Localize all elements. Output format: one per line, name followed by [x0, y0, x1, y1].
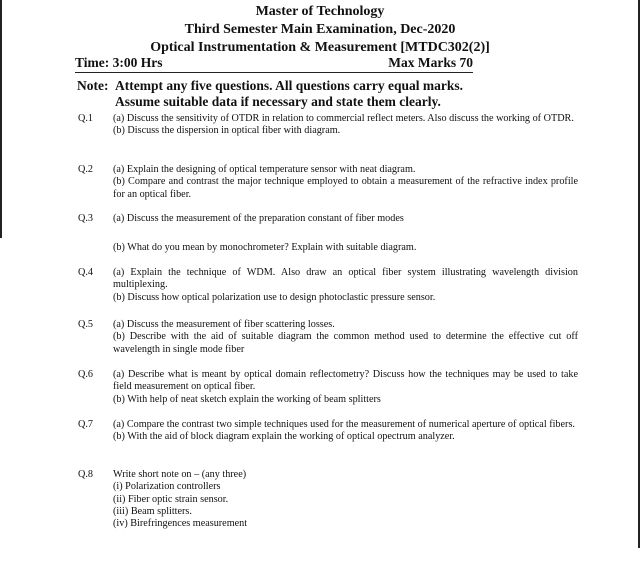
question-part: (a) Describe what is meant by optical domain reflectometry? Discuss how the techniques may be used to take field measurement on optical fiber.	[113, 369, 578, 393]
question-number: Q.7	[78, 419, 93, 430]
question-number: Q.6	[78, 369, 93, 380]
question-number: Q.2	[78, 164, 93, 175]
question-part: (b) Discuss the dispersion in optical fiber with diagram.	[113, 125, 341, 137]
note-label: Note:	[77, 78, 109, 93]
question-part: (a) Explain the technique of WDM. Also draw an optical fiber system illustrating wavelength division multiplexing.	[113, 267, 578, 291]
question-part: (a) Discuss the measurement of the preparation constant of fiber modes	[113, 213, 404, 224]
time-label: Time: 3:00 Hrs	[75, 55, 163, 70]
question-2	[78, 164, 578, 201]
question-4	[78, 267, 578, 304]
subject-title: Optical Instrumentation & Measurement [MTDC302(2)]	[150, 40, 490, 55]
question-number: Q.4	[78, 267, 93, 278]
question-part: (a) Discuss the sensitivity of OTDR in relation to commercial reflect meters. Also discuss the working of OTDR.	[113, 113, 574, 124]
question-part: (a) Discuss the measurement of fiber scattering losses.	[113, 319, 335, 330]
note-line-2: Assume suitable data if necessary and state them clearly.	[115, 94, 441, 109]
question-part: (b) Describe with the aid of suitable diagram the common method used to determine the effective cut off wavelength in single mode fiber	[113, 331, 578, 355]
instructions-note	[77, 78, 577, 110]
question-part: (iii) Beam splitters.	[113, 505, 192, 517]
question-6	[78, 369, 578, 406]
question-part: (iv) Birefringences measurement	[113, 518, 248, 530]
question-part: Write short note on – (any three)	[113, 469, 247, 480]
question-number: Q.3	[78, 213, 93, 224]
question-5	[78, 319, 578, 356]
exam-title: Third Semester Main Examination, Dec-2020	[184, 22, 456, 37]
question-3	[78, 213, 578, 255]
degree-title: Master of Technology	[255, 4, 385, 19]
question-number: Q.5	[78, 319, 93, 330]
question-part: (a) Explain the designing of optical temperature sensor with neat diagram.	[113, 164, 416, 175]
question-1	[78, 113, 578, 138]
question-8	[78, 469, 578, 530]
question-part: (i) Polarization controllers	[113, 481, 221, 493]
question-7	[78, 419, 578, 444]
question-part: (b) With help of neat sketch explain the working of beam splitters	[113, 393, 381, 405]
question-part: (b) Discuss how optical polarization use to design photoclastic pressure sensor.	[113, 291, 436, 303]
question-number: Q.8	[78, 469, 93, 480]
question-number: Q.1	[78, 113, 93, 124]
note-line-1: Attempt any five questions. All questions carry equal marks.	[115, 78, 464, 93]
question-part: (b) Compare and contrast the major technique employed to obtain a measurement of the refractive index profile for an optical fiber.	[113, 176, 578, 200]
max-marks-label: Max Marks 70	[388, 55, 473, 70]
question-part: (a) Compare the contrast two simple techniques used for the measurement of numerical aperture of optical fibers.	[113, 419, 575, 430]
exam-header	[0, 3, 640, 57]
time-marks-bar	[75, 55, 473, 73]
question-part: (b) What do you mean by monochrometer? Explain with suitable diagram.	[113, 242, 417, 254]
question-part: (b) With the aid of block diagram explain the working of optical opectrum analyzer.	[113, 431, 455, 443]
question-part: (ii) Fiber optic strain sensor.	[113, 493, 229, 505]
